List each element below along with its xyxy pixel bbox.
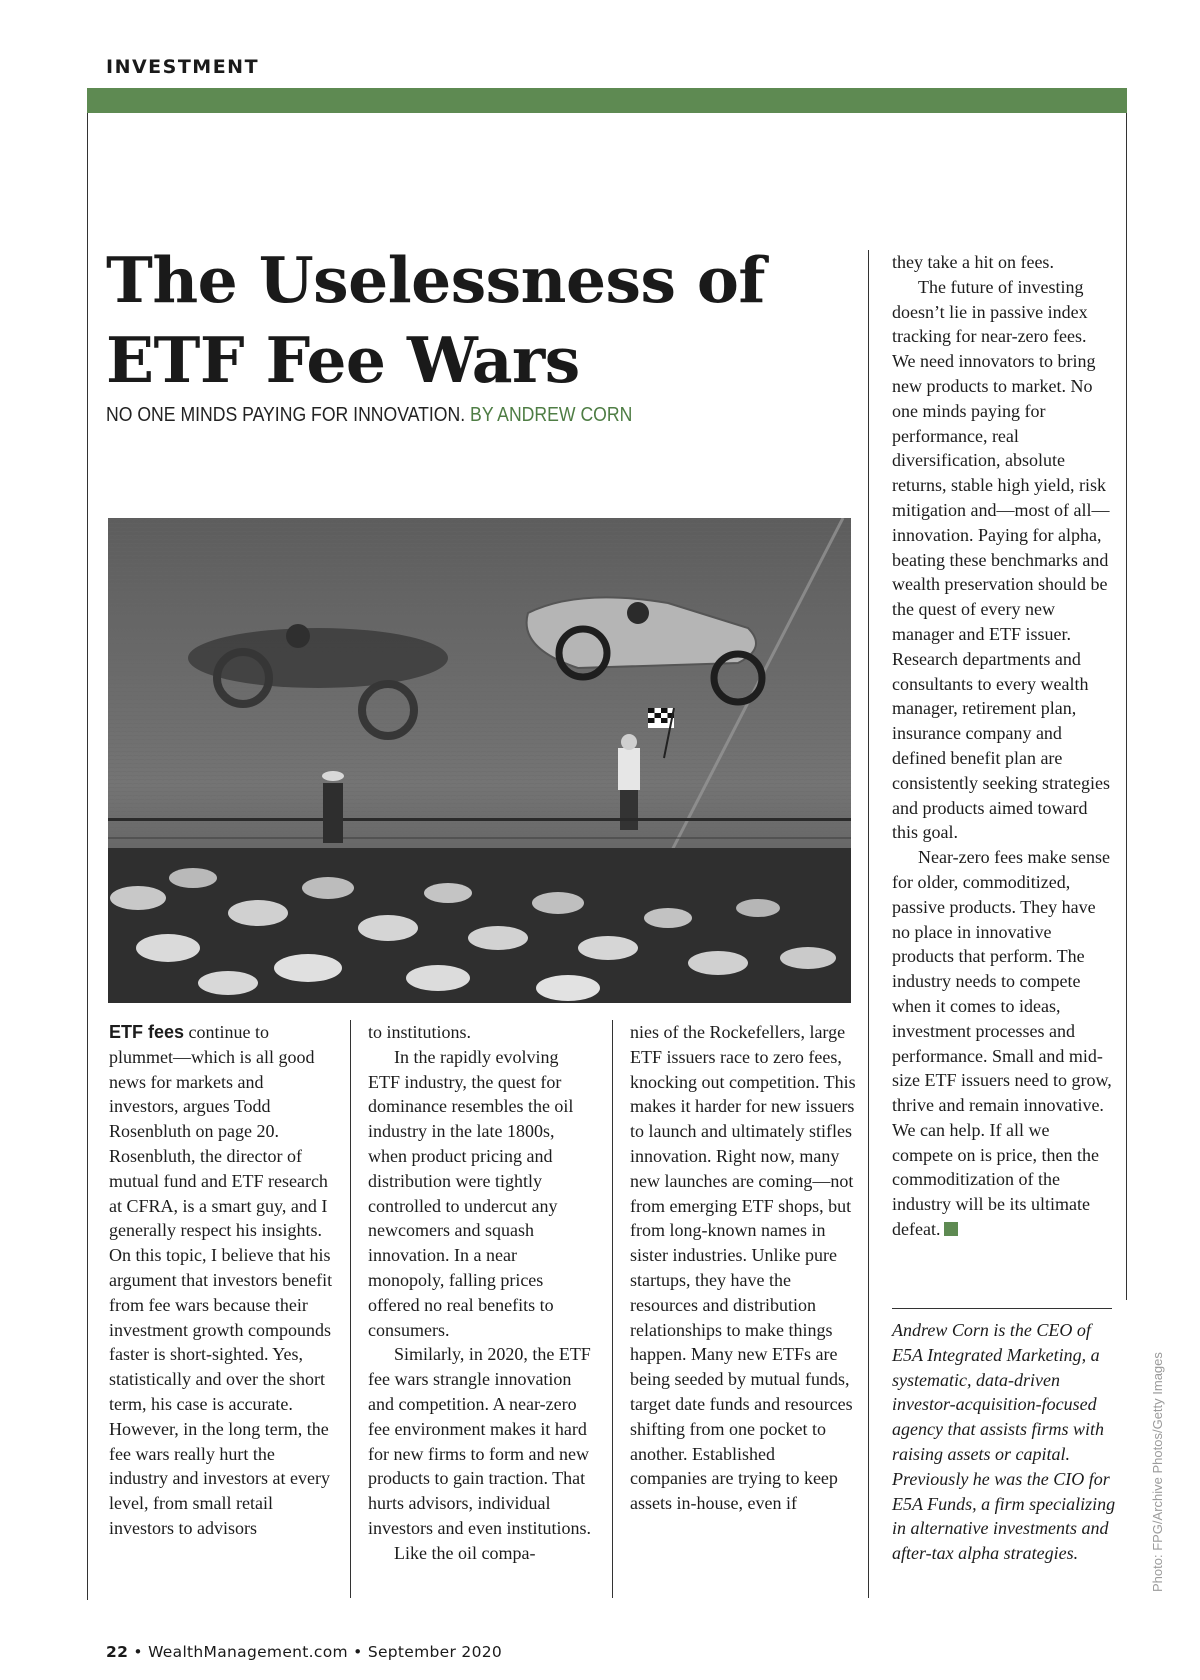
article-column-1 (109, 1020, 335, 1541)
article-paragraph: they take a hit on fees. (892, 252, 1054, 272)
article-paragraph: The future of investing doesn’t lie in passive index tracking for near-zero fees. We need innovators to bring new products to market. No one minds paying for performance, real diversification, absolute returns, stable high yield, risk mitigation and—most of all—innovation. Paying for alpha, beating these benchmarks and wealth preservation should be the quest of every new manager and ETF issuer. Research departments and consultants to every wealth manager, retirement plan, insurance company and defined benefit plan are consistently seeking strategies and products aimed toward this goal. (892, 276, 1110, 843)
col1-text: continue to plummet—which is all good news for markets and investors, argues Todd Rosenbluth on page 20. Rosenbluth, the director of mutual fund and ETF research at CFRA, is a smart guy, and I generally respect his insights. On this topic, I believe that his argument that investors benefit from fee wars because their investment growth compounds faster is short-sighted. Yes, statistically and over the short term, his case is accurate. However, in the long term, the fee wars really hurt the industry and investors at every level, from small retail investors to advisors (109, 1022, 333, 1538)
end-of-article-square-icon (944, 1222, 958, 1236)
footer-site: WealthManagement.com (148, 1643, 348, 1661)
section-color-bar (87, 88, 1127, 113)
page-footer (106, 1643, 502, 1661)
footer-issue: September 2020 (367, 1643, 503, 1661)
vintage-race-photo (108, 518, 851, 1003)
section-label: INVESTMENT (106, 56, 260, 78)
article-paragraph: to institutions. (368, 1022, 472, 1042)
frame-border-right (1126, 113, 1127, 1300)
article-deck (106, 403, 708, 427)
headline-line-2: ETF Fee Wars (106, 323, 580, 397)
byline: BY ANDREW CORN (470, 403, 633, 426)
column-rule (612, 1020, 613, 1598)
column-rule (868, 250, 869, 1598)
article-paragraph: In the rapidly evolving ETF industry, the quest for dominance resembles the oil industry in the late 1800s, when product pricing and distribution were tightly controlled to undercut any newcomers and squash innovation. In a near monopoly, falling prices offered no real benefits to consumers. (368, 1046, 574, 1340)
article-paragraph (109, 1020, 335, 1541)
photo-credit: Photo: FPG/Archive Photos/Getty Images (1150, 1352, 1165, 1592)
article-column-2 (368, 1020, 594, 1566)
article-column-4 (892, 250, 1114, 1242)
frame-border-left (87, 113, 88, 1600)
column-rule (350, 1020, 351, 1598)
headline-line-1: The Uselessness of (106, 243, 766, 317)
article-paragraph: Like the oil compa- (394, 1542, 536, 1563)
footer-separator: • (353, 1643, 363, 1661)
article-paragraph: Similarly, in 2020, the ETF fee wars strangle innovation and competition. A near-zero fee environment makes it hard for new firms to form and new products to gain traction. That hurts advisors, individual investors and even institutions. (368, 1344, 591, 1538)
article-headline (106, 240, 806, 400)
lead-in: ETF fees (109, 1022, 185, 1042)
article-paragraph: nies of the Rockefellers, large ETF issuers race to zero fees, knocking out competition. This makes it harder for new issuers to launch and ultimately stifles innovation. Right now, many new launches are coming—not from emerging ETF shops, but from long-known names in sister industries. Unlike pure startups, they have the resources and distribution relationships to make things happen. Many new ETFs are being seeded by mutual funds, target date funds and resources shifting from one pocket to another. Established companies are trying to keep assets in-house, even if (630, 1022, 856, 1514)
race-photo-illustration (108, 518, 851, 1003)
col4-closing-text: Near-zero fees make sense for older, commoditized, passive products. They have no place in innovative products that perform. The industry needs to compete when it comes to ideas, investment processes and performance. Small and mid-size ETF issuers need to grow, thrive and remain innovative. We can help. If all we compete on is price, then the commoditization of the industry will be its ultimate defeat. (892, 847, 1112, 1240)
footer-separator: • (133, 1643, 143, 1661)
author-bio: Andrew Corn is the CEO of E5A Integrated Marketing, a systematic, data-driven investor-acquisition-focused agency that assists firms with raising assets or capital. Previously he was the CIO for E5A Funds, a firm specializing in alternative investments and after-tax alpha strategies. (892, 1320, 1116, 1564)
page-number: 22 (106, 1643, 129, 1661)
article-column-3 (630, 1020, 856, 1516)
bio-divider (892, 1308, 1112, 1309)
article-paragraph (892, 845, 1114, 1242)
deck-text: NO ONE MINDS PAYING FOR INNOVATION. (106, 403, 466, 426)
